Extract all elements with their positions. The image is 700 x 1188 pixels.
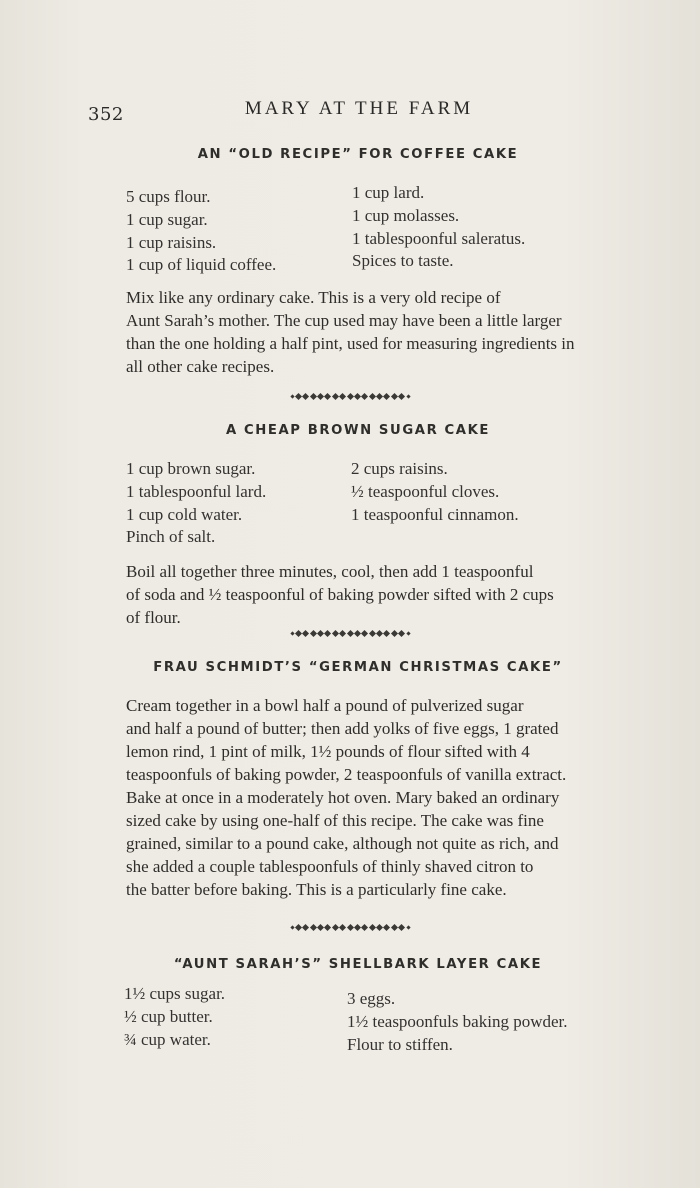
ornament-diamond [369,393,376,400]
ornament-diamond [369,924,376,931]
text-line: all other cake recipes. [126,357,275,376]
ingredient: 1 tablespoonful lard. [126,481,267,501]
ingredient: ½ cup butter. [124,1006,213,1026]
ornament-diamond [324,393,331,400]
ingredient: Pinch of salt. [126,527,216,547]
method-brown-sugar-cake [88,560,629,629]
ornament-diamond [406,394,410,398]
text-line: grained, similar to a pound cake, although not quite as rich, and [126,834,559,853]
text-line: of soda and ½ teaspoonful of baking powder sifted with 2 cups [126,585,554,604]
text-line: and half a pound of butter; then add yolks of five eggs, 1 grated [126,719,559,738]
ornament-diamond [295,924,302,931]
ornament-diamond [302,393,309,400]
text-line: Bake at once in a moderately hot oven. Mary baked an ordinary [126,788,560,807]
ornament-diamond [310,924,317,931]
ornament-diamond [295,630,302,637]
ornament-diamond [406,631,410,635]
ingredient: ¾ cup water. [124,1029,211,1049]
ingredients-right-coffee-cake [352,182,525,273]
ingredient: 1 cup molasses. [352,205,460,225]
section-ornament [0,628,700,640]
text-line: sized cake by using one-half of this recipe. The cake was fine [126,811,544,830]
text-line: Boil all together three minutes, cool, then add 1 teaspoonful [126,562,534,581]
ornament-diamond [290,631,294,635]
ingredients-right-brown-sugar-cake [351,458,519,526]
ingredient: 1 cup brown sugar. [126,459,256,478]
ornament-diamond [391,630,398,637]
ornament-diamond [391,393,398,400]
ornament-diamond [310,630,317,637]
method-coffee-cake [88,286,629,378]
ingredients-left-coffee-cake [126,186,276,277]
ornament-diamond [383,393,390,400]
ornament-diamond [391,924,398,931]
ornament-diamond [332,924,339,931]
ornament-diamond [346,630,353,637]
recipe-title-coffee-cake: AN “OLD RECIPE” FOR COFFEE CAKE [197,147,519,162]
ingredients-left-brown-sugar-cake [126,458,266,549]
recipe-title-brown-sugar-cake: A CHEAP BROWN SUGAR CAKE [225,423,491,438]
ornament-diamond [354,924,361,931]
text-line: Aunt Sarah’s mother. The cup used may have been a little larger [126,311,562,330]
method-german-christmas-cake [88,694,629,901]
ingredient: Spices to taste. [352,251,454,271]
ornament-diamond [361,630,368,637]
ornament-diamond [398,393,405,400]
ornament-diamond [332,393,339,400]
running-title: MARY AT THE FARM [244,98,474,119]
ornament-diamond [383,924,390,931]
ingredient: 2 cups raisins. [351,459,448,478]
page-number: 352 [88,104,124,125]
text-line: than the one holding a half pint, used for measuring ingredients in [126,334,575,353]
ingredient: 1½ cups sugar. [124,984,226,1003]
ornament-diamond [361,924,368,931]
ornament-diamond [406,925,410,929]
section-ornament [0,922,700,934]
ingredients-right-shellbark-layer-cake [347,988,568,1056]
ornament-diamond [302,630,309,637]
ornament-diamond [354,393,361,400]
recipe-title-german-christmas-cake: FRAU SCHMIDT’S “GERMAN CHRISTMAS CAKE” [153,660,563,675]
ornament-diamond [295,393,302,400]
ornament-diamond [361,393,368,400]
ingredient: 1 cup lard. [352,183,425,202]
text-line: Cream together in a bowl half a pound of pulverized sugar [126,696,524,715]
recipe-title-shellbark-layer-cake: “AUNT SARAH’S” SHELLBARK LAYER CAKE [173,957,543,972]
ornament-diamond [339,924,346,931]
ornament-diamond [369,630,376,637]
ingredient: 1 teaspoonful cinnamon. [351,504,519,524]
ornament-diamond [324,924,331,931]
ornament-diamond [290,394,294,398]
ornament-diamond [310,393,317,400]
ornament-diamond [290,925,294,929]
text-line: teaspoonfuls of baking powder, 2 teaspoonfuls of vanilla extract. [126,765,567,784]
ingredients-left-shellbark-layer-cake [124,983,225,1051]
ornament-diamond [302,924,309,931]
ornament-diamond [398,630,405,637]
ingredient: 1 cup of liquid coffee. [126,255,277,275]
text-line: lemon rind, 1 pint of milk, 1½ pounds of flour sifted with 4 [126,742,530,761]
ornament-diamond [383,630,390,637]
ingredient: 1 cup sugar. [126,209,208,229]
ornament-diamond [398,924,405,931]
section-ornament [0,391,700,403]
ornament-diamond [339,393,346,400]
ingredient: 5 cups flour. [126,187,211,206]
ingredient: 3 eggs. [347,989,396,1008]
ingredient: 1½ teaspoonfuls baking powder. [347,1011,568,1031]
ingredient: 1 tablespoonful saleratus. [352,228,526,248]
ornament-diamond [324,630,331,637]
text-line: she added a couple tablespoonfuls of thinly shaved citron to [126,857,534,876]
text-line: Mix like any ordinary cake. This is a very old recipe of [126,288,501,307]
ornament-diamond [354,630,361,637]
ornament-diamond [339,630,346,637]
ornament-diamond [332,630,339,637]
ingredient: 1 cup cold water. [126,504,243,524]
ornament-diamond [346,393,353,400]
running-head [88,98,630,128]
ingredient: ½ teaspoonful cloves. [351,481,500,501]
ingredient: Flour to stiffen. [347,1034,453,1054]
ingredient: 1 cup raisins. [126,232,217,252]
text-line: of flour. [126,608,181,627]
ornament-diamond [346,924,353,931]
text-line: the batter before baking. This is a particularly fine cake. [126,880,507,899]
